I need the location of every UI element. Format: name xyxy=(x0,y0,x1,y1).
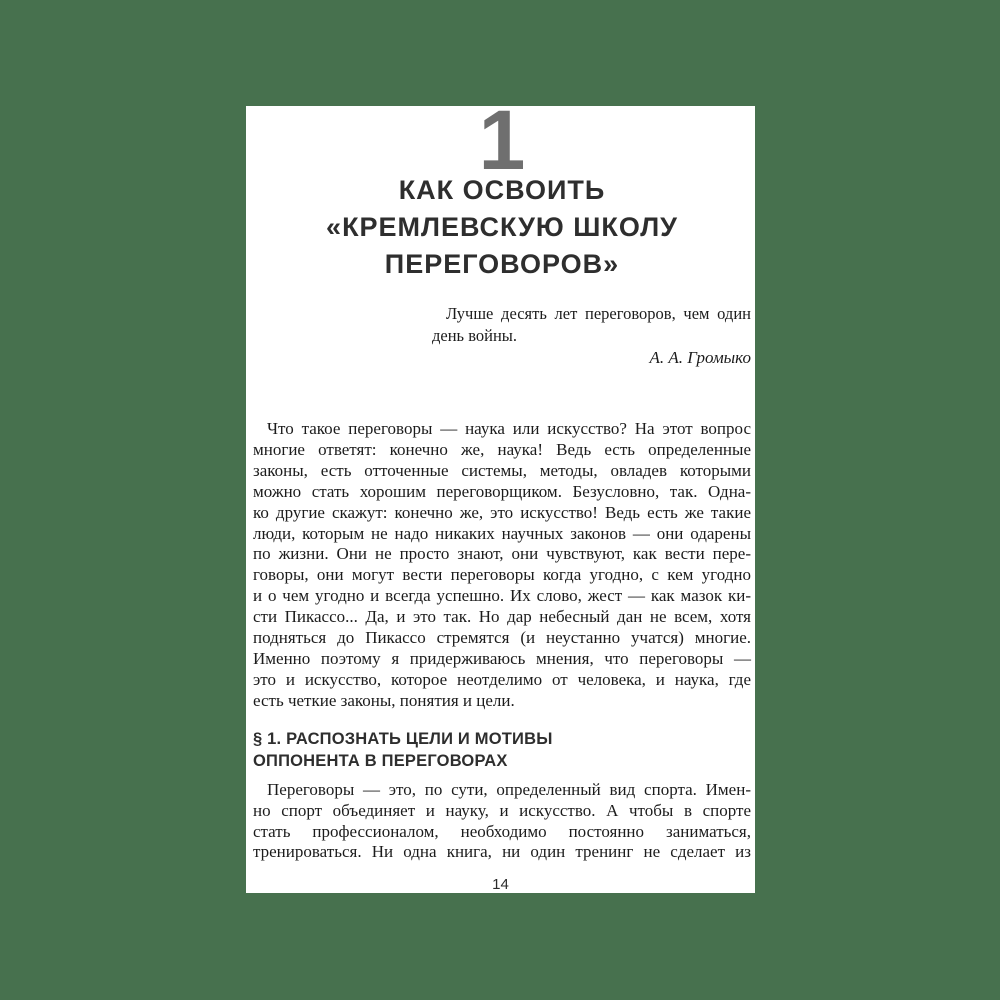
text-line: «КРЕМЛЕВСКУЮ ШКОЛУ xyxy=(326,212,678,242)
text-line: ОППОНЕНТА В ПЕРЕГОВОРАХ xyxy=(253,751,508,770)
text-line: но спорт объединяет и науку, и искусство. А чтобы в спорте xyxy=(253,800,751,820)
text-line: есть четкие законы, понятия и цели. xyxy=(253,690,515,710)
text-line: по жизни. Они не просто знают, они чувствуют, как вести пере- xyxy=(253,544,751,564)
text-line: КАК ОСВОИТЬ xyxy=(398,175,606,205)
text-line: сти Пикассо... Да, и это так. Но дар небесный дан не всем, хотя xyxy=(253,607,751,627)
page-number: 14 xyxy=(492,876,509,893)
text-line: говоры, они могут вести переговоры когда угодно, с кем угодно xyxy=(253,565,751,585)
chapter-number: 1 xyxy=(478,93,526,187)
text-line: многие ответят: конечно же, наука! Ведь есть определенные xyxy=(253,439,751,459)
paragraph-2 xyxy=(253,780,751,864)
text-line: можно стать хорошим переговорщиком. Безусловно, так. Одна- xyxy=(253,481,751,501)
section-heading xyxy=(253,728,751,772)
chapter-title xyxy=(253,172,751,283)
text-line: тренироваться. Ни одна книга, ни один тренинг не сделает из xyxy=(253,842,751,862)
text-line: ко другие скажут: конечно же, это искусство! Ведь есть же такие xyxy=(253,502,751,522)
text-line: ПЕРЕГОВОРОВ» xyxy=(384,249,620,279)
text-line: люди, которым не надо никаких научных законов — они одарены xyxy=(253,523,751,543)
text-line: § 1. РАСПОЗНАТЬ ЦЕЛИ И МОТИВЫ xyxy=(253,729,553,748)
text-line: законы, есть отточенные системы, методы, овладев которыми xyxy=(253,460,751,480)
text-line: Именно поэтому я придерживаюсь мнения, что переговоры — xyxy=(253,648,751,668)
text-line: Что такое переговоры — наука или искусство? На этот вопрос xyxy=(267,419,751,438)
text-line: стать профессионалом, необходимо постоянно заниматься, xyxy=(253,821,751,841)
text-line: Лучше десять лет переговоров, чем один xyxy=(446,304,751,323)
book-page xyxy=(246,93,755,893)
text-line: Переговоры — это, по сути, определенный вид спорта. Имен- xyxy=(267,779,751,799)
text-line: день войны. xyxy=(432,326,517,345)
epigraph xyxy=(432,303,751,369)
epigraph-attribution: А. А. Громыко xyxy=(649,348,751,367)
text-line: и о чем угодно и всегда успешно. Их слово, жест — как мазок ки- xyxy=(253,586,751,606)
epigraph-text xyxy=(432,303,751,347)
text-line: это и искусство, которое неотделимо от человека, и наука, где xyxy=(253,669,751,689)
text-line: подняться до Пикассо стремятся (и неустанно учатся) многие. xyxy=(253,628,751,648)
paragraph-1 xyxy=(253,419,751,712)
